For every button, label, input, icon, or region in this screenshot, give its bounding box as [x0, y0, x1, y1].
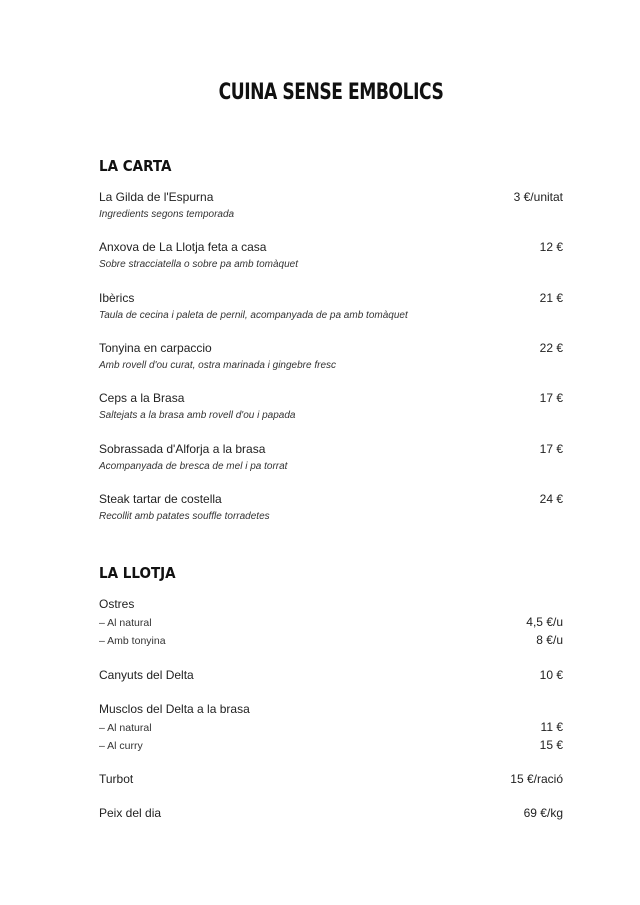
- menu-item-tonyina: [99, 339, 563, 375]
- item-price: 3 €/unitat: [513, 190, 563, 204]
- item-description: Saltejats a la brasa amb rovell d'ou i papada: [99, 410, 296, 421]
- item-description: Acompanyada de bresca de mel i pa torrat: [99, 461, 288, 472]
- menu-item-sobrassada: [99, 440, 563, 476]
- item-name: Ostres: [99, 597, 135, 611]
- variant-price: 4,5 €/u: [526, 615, 563, 629]
- item-price: 10 €: [539, 668, 563, 682]
- menu-item-musclos: [99, 700, 563, 754]
- variant-label: – Al natural: [99, 722, 152, 734]
- item-name: Anxova de La Llotja feta a casa: [99, 240, 267, 254]
- menu-item-ceps: [99, 389, 563, 425]
- item-name: Peix del dia: [99, 806, 162, 820]
- item-name: Turbot: [99, 772, 134, 786]
- item-price: 21 €: [539, 291, 563, 305]
- variant-label: – Al natural: [99, 617, 152, 629]
- menu-item-turbot: [99, 770, 563, 788]
- item-name: Sobrassada d'Alforja a la brasa: [99, 442, 266, 456]
- item-description: Recollit amb patates souffle torradetes: [99, 511, 270, 522]
- menu-item-gilda: [99, 188, 563, 224]
- item-name: Canyuts del Delta: [99, 668, 194, 682]
- item-price: 12 €: [539, 240, 563, 254]
- item-price: 24 €: [539, 492, 563, 506]
- variant-price: 8 €/u: [536, 633, 563, 647]
- item-name: Ceps a la Brasa: [99, 391, 185, 405]
- section-title-la-llotja: LA LLOTJA: [99, 564, 176, 582]
- item-description: Ingredients segons temporada: [99, 209, 235, 220]
- item-price: 69 €/kg: [523, 806, 563, 820]
- item-name: La Gilda de l'Espurna: [99, 190, 214, 204]
- item-name: Tonyina en carpaccio: [99, 341, 212, 355]
- menu-item-steak-tartar: [99, 490, 563, 526]
- menu-title: CUINA SENSE EMBOLICS: [218, 80, 444, 105]
- item-description: Taula de cecina i paleta de pernil, acompanyada de pa amb tomàquet: [99, 310, 408, 321]
- variant-label: – Amb tonyina: [99, 635, 166, 647]
- item-name: Ibèrics: [99, 291, 135, 305]
- item-description: Sobre stracciatella o sobre pa amb tomàquet: [99, 259, 298, 270]
- variant-price: 15 €: [539, 738, 563, 752]
- menu-item-peix-del-dia: [99, 804, 563, 822]
- item-description: Amb rovell d'ou curat, ostra marinada i gingebre fresc: [99, 360, 337, 371]
- item-price: 17 €: [539, 442, 563, 456]
- item-name: Steak tartar de costella: [99, 492, 222, 506]
- menu-item-ostres: [99, 595, 563, 649]
- menu-item-iberics: [99, 289, 563, 325]
- item-price: 22 €: [539, 341, 563, 355]
- menu-item-anxova: [99, 238, 563, 274]
- section-title-la-carta: LA CARTA: [99, 157, 172, 175]
- item-price: 17 €: [539, 391, 563, 405]
- variant-label: – Al curry: [99, 740, 143, 752]
- menu-item-canyuts: [99, 666, 563, 684]
- variant-price: 11 €: [540, 720, 563, 734]
- item-price: 15 €/ració: [510, 772, 563, 786]
- item-name: Musclos del Delta a la brasa: [99, 702, 250, 716]
